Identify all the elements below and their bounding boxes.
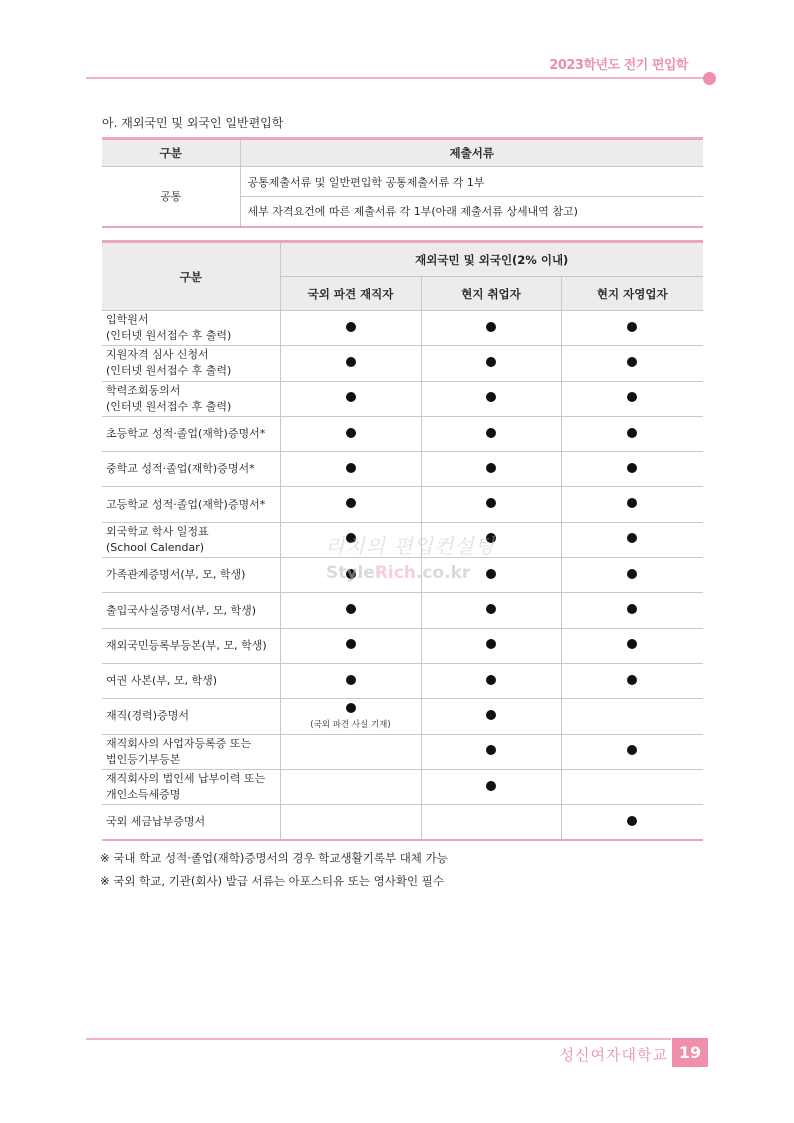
required-dot-icon <box>346 604 356 614</box>
required-dot-icon <box>627 428 637 438</box>
requirement-cell <box>561 734 703 769</box>
table-row <box>102 593 703 628</box>
required-dot-icon <box>346 675 356 685</box>
document-name-line: 여권 사본(부, 모, 학생) <box>106 674 218 688</box>
required-dot-icon <box>627 745 637 755</box>
requirement-cell <box>421 487 561 522</box>
document-name-line: 입학원서 <box>106 313 149 327</box>
document-name-line: 초등학교 성적·졸업(재학)증명서* <box>106 427 266 441</box>
requirement-cell <box>421 628 561 663</box>
required-dot-icon <box>486 498 496 508</box>
required-dot-icon <box>627 357 637 367</box>
detail-table-header-group: 재외국민 및 외국인(2% 이내) <box>280 242 703 277</box>
document-name-line: 가족관계증명서(부, 모, 학생) <box>106 568 246 582</box>
required-dot-icon <box>346 463 356 473</box>
requirement-note: (국외 파견 사실 기재) <box>310 719 391 730</box>
requirement-cell <box>561 805 703 840</box>
document-name <box>102 734 280 769</box>
document-name <box>102 452 280 487</box>
requirement-cell <box>280 452 421 487</box>
requirement-cell <box>280 628 421 663</box>
required-dot-icon <box>346 392 356 402</box>
requirement-cell <box>421 346 561 381</box>
table-row <box>102 381 703 416</box>
document-name <box>102 628 280 663</box>
document-name-line: 법인등기부등본 <box>106 752 181 766</box>
document-name-line: 지원자격 심사 신청서 <box>106 348 209 362</box>
document-name <box>102 487 280 522</box>
header-dot <box>703 72 716 85</box>
table-row <box>102 734 703 769</box>
watermark-text: 리치의 편입컨설팅 <box>325 534 495 558</box>
table-row <box>102 346 703 381</box>
requirement-cell <box>421 452 561 487</box>
required-dot-icon <box>346 703 356 713</box>
document-name-line: 국외 세금납부증명서 <box>106 815 206 829</box>
requirement-cell <box>561 558 703 593</box>
table-row <box>102 805 703 840</box>
footer-university: 성신여자대학교 <box>559 1046 668 1064</box>
table-row <box>102 628 703 663</box>
page-number: 19 <box>672 1038 708 1067</box>
detail-table-header-self-employed: 현지 자영업자 <box>561 277 703 311</box>
required-dot-icon <box>346 428 356 438</box>
requirement-cell <box>421 769 561 804</box>
header-title: 2023학년도 전기 편입학 <box>549 58 688 73</box>
footnote: ※ 국외 학교, 기관(회사) 발급 서류는 아포스티유 또는 영사확인 필수 <box>100 874 444 888</box>
requirement-cell <box>280 593 421 628</box>
required-dot-icon <box>486 710 496 720</box>
requirement-cell <box>421 416 561 451</box>
document-name-line: 재직회사의 법인세 납부이력 또는 <box>106 772 266 785</box>
document-name <box>102 593 280 628</box>
common-table-header-category: 구분 <box>102 139 240 167</box>
requirement-cell <box>561 522 703 557</box>
requirement-cell <box>421 593 561 628</box>
common-table-category: 공통 <box>102 167 240 227</box>
document-name-line: 중학교 성적·졸업(재학)증명서* <box>106 462 255 476</box>
document-name <box>102 558 280 593</box>
required-dot-icon <box>486 639 496 649</box>
required-dot-icon <box>486 463 496 473</box>
requirement-cell <box>280 805 421 840</box>
requirement-cell <box>280 487 421 522</box>
section-title: 아. 재외국민 및 외국인 일반편입학 <box>102 116 284 130</box>
required-dot-icon <box>486 357 496 367</box>
footnote: ※ 국내 학교 성적·졸업(재학)증명서의 경우 학교생활기록부 대체 가능 <box>100 851 448 865</box>
document-name-line: 재직회사의 사업자등록증 또는 <box>106 736 252 750</box>
detail-table-header-category: 구분 <box>102 242 280 311</box>
requirement-cell <box>421 699 561 734</box>
requirement-cell <box>421 734 561 769</box>
requirement-cell <box>280 416 421 451</box>
document-name <box>102 663 280 698</box>
document-name <box>102 346 280 381</box>
header-rule <box>86 77 708 79</box>
document-name-line: (School Calendar) <box>106 540 205 554</box>
document-name-line: 개인소득세증명 <box>106 788 181 801</box>
requirement-cell <box>561 346 703 381</box>
required-dot-icon <box>486 781 496 791</box>
document-name-line: (인터넷 원서접수 후 출력) <box>106 399 232 413</box>
requirement-cell <box>421 805 561 840</box>
required-dot-icon <box>627 533 637 543</box>
document-name-line: 외국학교 학사 일정표 <box>106 524 209 538</box>
requirement-cell <box>561 452 703 487</box>
requirement-cell <box>280 734 421 769</box>
requirement-cell <box>561 699 703 734</box>
document-name <box>102 769 280 804</box>
table-row <box>102 769 703 804</box>
required-dot-icon <box>486 428 496 438</box>
watermark-url-part: Style <box>326 563 375 583</box>
required-dot-icon <box>346 498 356 508</box>
common-table-item: 세부 자격요건에 따른 제출서류 각 1부(아래 제출서류 상세내역 참고) <box>240 197 703 227</box>
requirement-cell <box>280 699 421 734</box>
required-dot-icon <box>346 357 356 367</box>
table-row <box>102 699 703 734</box>
document-name <box>102 699 280 734</box>
requirement-cell <box>561 311 703 346</box>
common-table-header-documents: 제출서류 <box>240 139 703 167</box>
common-table-item: 공통제출서류 및 일반편입학 공통제출서류 각 1부 <box>240 167 703 197</box>
table-row <box>102 487 703 522</box>
document-name-line: 학력조회동의서 <box>106 383 181 397</box>
detail-table-header-dispatched: 국외 파견 재직자 <box>280 277 421 311</box>
detail-table-header-local-employee: 현지 취업자 <box>421 277 561 311</box>
required-dot-icon <box>627 604 637 614</box>
required-dot-icon <box>346 639 356 649</box>
required-dot-icon <box>486 569 496 579</box>
requirement-cell <box>280 381 421 416</box>
required-dot-icon <box>486 322 496 332</box>
requirement-cell <box>561 593 703 628</box>
document-name <box>102 381 280 416</box>
document-name <box>102 416 280 451</box>
required-dot-icon <box>627 816 637 826</box>
requirement-cell <box>421 381 561 416</box>
watermark-url-highlight: Rich <box>374 563 416 583</box>
requirement-cell <box>561 487 703 522</box>
requirement-cell <box>280 311 421 346</box>
required-dot-icon <box>486 604 496 614</box>
document-name <box>102 522 280 557</box>
document-name-line: 출입국사실증명서(부, 모, 학생) <box>106 603 257 617</box>
required-dot-icon <box>627 569 637 579</box>
document-name <box>102 311 280 346</box>
required-dot-icon <box>627 498 637 508</box>
required-dot-icon <box>346 322 356 332</box>
table-row <box>102 416 703 451</box>
requirement-cell <box>561 663 703 698</box>
requirement-cell <box>280 769 421 804</box>
document-name-line: 고등학교 성적·졸업(재학)증명서* <box>106 497 266 511</box>
requirement-cell <box>280 663 421 698</box>
footer-rule <box>86 1038 671 1040</box>
requirement-cell <box>561 628 703 663</box>
document-name-line: 재직(경력)증명서 <box>106 709 189 723</box>
required-dot-icon <box>627 639 637 649</box>
watermark-url-part: .co.kr <box>415 563 471 583</box>
required-dot-icon <box>627 463 637 473</box>
required-dot-icon <box>486 392 496 402</box>
required-dot-icon <box>627 392 637 402</box>
common-documents-table <box>102 137 703 228</box>
required-dot-icon <box>486 745 496 755</box>
table-row <box>102 663 703 698</box>
requirement-cell <box>561 769 703 804</box>
document-name-line: 재외국민등록부등본(부, 모, 학생) <box>106 638 267 652</box>
document-name-line: (인터넷 원서접수 후 출력) <box>106 329 232 343</box>
requirement-cell <box>421 311 561 346</box>
document-name-line: (인터넷 원서접수 후 출력) <box>106 364 232 378</box>
document-name <box>102 805 280 840</box>
required-dot-icon <box>486 675 496 685</box>
required-dot-icon <box>627 675 637 685</box>
table-row <box>102 452 703 487</box>
required-dot-icon <box>627 322 637 332</box>
requirement-cell <box>561 381 703 416</box>
watermark-url <box>326 563 470 583</box>
table-row <box>102 311 703 346</box>
requirement-cell <box>280 346 421 381</box>
requirement-cell <box>561 416 703 451</box>
requirement-cell <box>421 663 561 698</box>
